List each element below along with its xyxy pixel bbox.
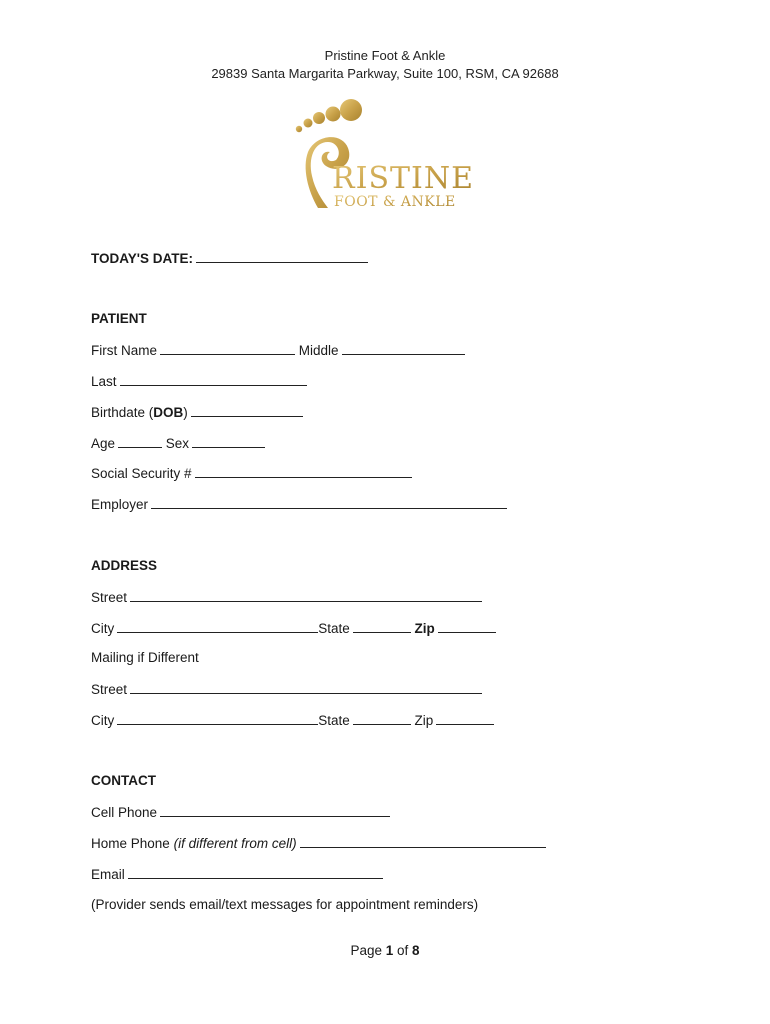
zip-field[interactable]: [438, 619, 496, 633]
mailing-city-label: City: [91, 713, 115, 728]
of-word: of: [397, 943, 409, 958]
cell-phone-field[interactable]: [160, 803, 390, 817]
last-name-field[interactable]: [120, 372, 307, 386]
ssn-field[interactable]: [195, 464, 412, 478]
pristine-logo: [288, 96, 484, 214]
birthdate-label-suffix: ): [183, 405, 188, 420]
todays-date-label: TODAY'S DATE:: [91, 251, 193, 266]
birthdate-label-dob: DOB: [153, 405, 184, 420]
sex-field[interactable]: [192, 434, 265, 448]
home-phone-note: (if different from cell): [173, 836, 297, 851]
middle-name-label: Middle: [298, 343, 339, 358]
age-label: Age: [91, 436, 116, 451]
mailing-label: Mailing if Different: [91, 650, 199, 665]
mailing-zip-label: Zip: [414, 713, 434, 728]
city-field[interactable]: [117, 619, 318, 633]
sex-label: Sex: [165, 436, 190, 451]
patient-section-title: PATIENT: [91, 311, 147, 326]
street-row: [91, 588, 482, 607]
city-label: City: [91, 621, 115, 636]
email-row: [91, 865, 383, 884]
page-total: 8: [412, 943, 420, 958]
mailing-city-row: [91, 711, 494, 730]
employer-row: [91, 495, 507, 514]
zip-label: Zip: [414, 621, 435, 636]
street-label: Street: [91, 590, 128, 605]
birthdate-row: [91, 403, 303, 422]
first-name-field[interactable]: [160, 341, 295, 355]
birthdate-label-prefix: Birthdate (: [91, 405, 154, 420]
page-footer: [0, 943, 770, 958]
address-section-title: ADDRESS: [91, 558, 158, 573]
first-name-label: First Name: [91, 343, 158, 358]
last-name-row: [91, 372, 307, 391]
email-field[interactable]: [128, 865, 383, 879]
birthdate-field[interactable]: [191, 403, 303, 417]
state-label: State: [318, 621, 350, 636]
todays-date-field[interactable]: [196, 249, 368, 263]
name-row: [91, 341, 465, 360]
street-field[interactable]: [130, 588, 482, 602]
mailing-zip-field[interactable]: [436, 711, 494, 725]
home-phone-field[interactable]: [300, 834, 546, 848]
logo-word-pristine: RISTINE: [332, 161, 474, 196]
ssn-row: [91, 464, 412, 483]
contact-section-title: CONTACT: [91, 773, 156, 788]
age-sex-row: [91, 434, 265, 453]
state-field[interactable]: [353, 619, 411, 633]
mailing-street-field[interactable]: [130, 680, 482, 694]
last-name-label: Last: [91, 374, 117, 389]
mailing-state-label: State: [318, 713, 350, 728]
ssn-label: Social Security #: [91, 466, 192, 481]
clinic-name: Pristine Foot & Ankle: [324, 48, 446, 63]
mailing-state-field[interactable]: [353, 711, 411, 725]
city-row: [91, 619, 496, 638]
employer-field[interactable]: [151, 495, 507, 509]
page-number: 1: [385, 943, 394, 958]
mailing-street-row: [91, 680, 482, 699]
email-label: Email: [91, 867, 125, 882]
age-field[interactable]: [118, 434, 162, 448]
mailing-city-field[interactable]: [117, 711, 318, 725]
home-phone-label: Home Phone: [91, 836, 170, 851]
todays-date-row: [91, 249, 368, 268]
middle-name-field[interactable]: [342, 341, 465, 355]
home-phone-row: [91, 834, 546, 853]
cell-phone-row: [91, 803, 390, 822]
logo-word-foot-ankle: FOOT & ANKLE: [334, 194, 456, 210]
cell-phone-label: Cell Phone: [91, 805, 158, 820]
mailing-street-label: Street: [91, 682, 128, 697]
reminder-note: (Provider sends email/text messages for appointment reminders): [91, 897, 479, 912]
clinic-address: 29839 Santa Margarita Parkway, Suite 100, RSM, CA 92688: [211, 66, 559, 81]
page-word: Page: [350, 943, 382, 958]
employer-label: Employer: [91, 497, 149, 512]
